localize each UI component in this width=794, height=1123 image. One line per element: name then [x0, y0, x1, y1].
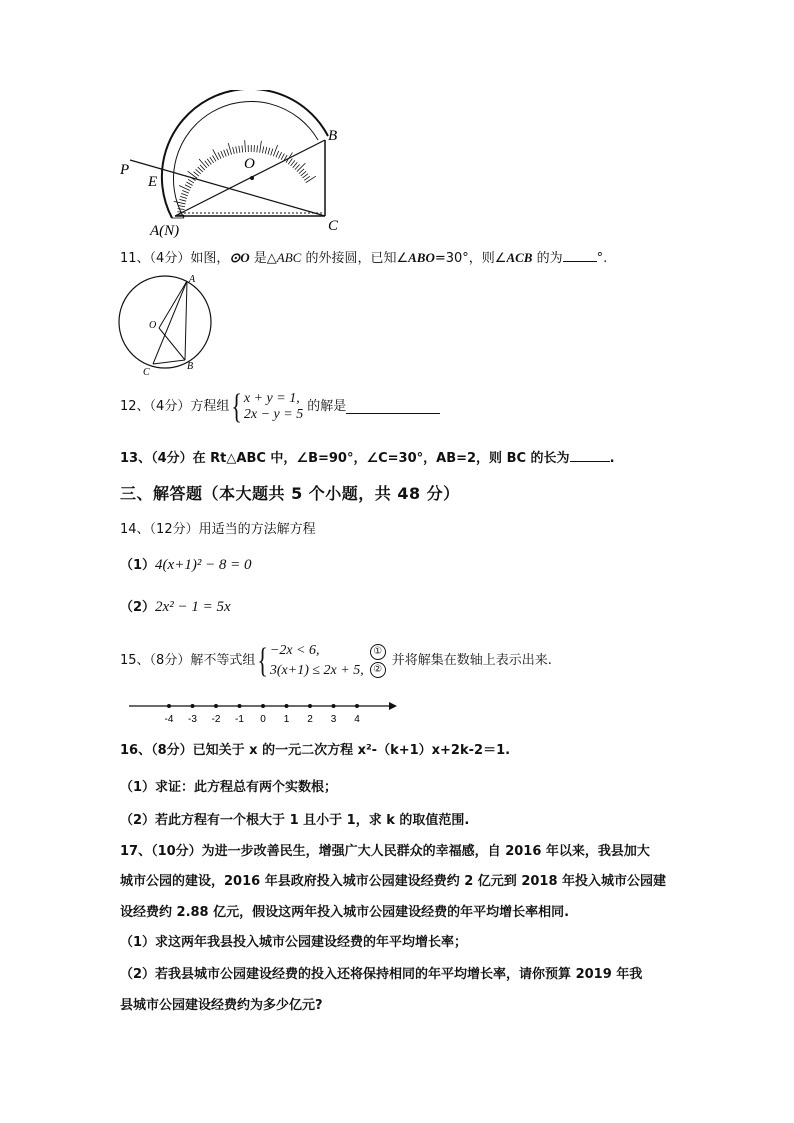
label-b: B [328, 128, 338, 144]
label-a: A [189, 274, 196, 285]
protractor-tick [239, 146, 240, 153]
protractor-tick [205, 161, 209, 166]
answer-blank [346, 400, 440, 414]
protractor-tick [186, 182, 192, 185]
label-o: O [244, 156, 255, 172]
protractor-tick [257, 145, 258, 152]
protractor-tick [295, 164, 300, 169]
question-15: 15、（8分）解不等式组{ −2x < 6, 3(x+1) ≤ 2x + 5, ① ② 并将解集在数轴上表示出来. [120, 640, 552, 681]
protractor-tick [227, 149, 229, 156]
label-b: B [187, 361, 194, 372]
protractor-tick [276, 151, 279, 157]
arrow-right-icon [389, 702, 397, 710]
number-line-label: 1 [283, 714, 290, 725]
question-14: 14、（12分）用适当的方法解方程 [120, 522, 316, 537]
protractor-tick [260, 141, 262, 153]
number-line-point [285, 704, 289, 708]
inequality-system: −2x < 6, 3(x+1) ≤ 2x + 5, [269, 643, 364, 678]
label-c: C [328, 218, 339, 234]
protractor-tick [299, 169, 304, 174]
protractor-tick [178, 206, 185, 207]
answer-blank [563, 248, 597, 262]
protractor-tick [174, 201, 186, 204]
number-line-point [191, 704, 195, 708]
question-13: 13、（4分）在 Rt△ABC 中，∠B=90°，∠C=30°，AB=2，则 BC 的长为 . [120, 448, 615, 468]
number-line-point [214, 704, 218, 708]
protractor-tick [188, 179, 194, 183]
question-17-part-2a: （2）若我县城市公园建设经费的投入还将保持相同的年平均增长率，请你预算 2019 年我 [120, 967, 643, 982]
protractor-tick [302, 174, 308, 178]
label-c: C [143, 367, 150, 378]
question-14-part-1: （1）4(x+1)² − 8 = 0 [120, 557, 252, 573]
protractor-tick [178, 209, 185, 210]
number-line-label: 3 [330, 714, 337, 725]
segment-ac [153, 281, 187, 364]
number-line-label: -4 [164, 714, 174, 725]
protractor-tick [271, 149, 273, 156]
number-line-label: -1 [235, 714, 244, 725]
protractor-tick [306, 176, 316, 182]
circle-figure [115, 272, 225, 380]
protractor-tick [281, 154, 284, 160]
question-16-part-2: （2）若此方程有一个根大于 1 且小于 1，求 k 的取值范围. [120, 813, 470, 828]
protractor-tick [245, 140, 246, 152]
question-12: 12、（4分）方程组{ x + y = 1, 2x − y = 5 的解是 [120, 391, 440, 423]
protractor-tick [182, 190, 188, 193]
protractor-tick [194, 172, 199, 176]
protractor-tick [236, 146, 237, 153]
answer-blank [570, 448, 610, 462]
question-16: 16、（8分）已知关于 x 的一元二次方程 x²-（k+1）x+2k-2＝1. [120, 743, 511, 758]
section-heading: 三、解答题（本大题共 5 个小题，共 48 分） [120, 484, 460, 503]
protractor-tick [207, 159, 211, 165]
protractor-tick [224, 150, 227, 157]
protractor-figure [110, 90, 360, 240]
number-line-point [355, 704, 359, 708]
label-e: E [148, 174, 158, 190]
segment-ao [159, 281, 187, 328]
number-line-point [332, 704, 336, 708]
protractor-tick [198, 167, 203, 172]
protractor-tick [180, 196, 187, 198]
number-line-label: 2 [307, 714, 313, 725]
protractor-tick [297, 163, 306, 171]
number-line-point [308, 704, 312, 708]
protractor-tick [213, 149, 219, 160]
protractor-tick [196, 169, 201, 174]
number-line-label: 4 [354, 714, 360, 725]
number-line-point [261, 704, 265, 708]
protractor-tick [265, 147, 267, 154]
protractor-tick [200, 165, 205, 170]
protractor-tick [288, 159, 292, 165]
equation-system: x + y = 1, 2x − y = 5 [243, 391, 304, 422]
protractor-tick [179, 199, 186, 201]
protractor-tick [181, 193, 188, 195]
number-line-point [167, 704, 171, 708]
question-17-line-2: 城市公园的建设，2016 年县政府投入城市公园建设经费约 2 亿元到 2018 年投入城市公园建 [120, 874, 667, 889]
number-line-label: -3 [188, 714, 197, 725]
number-line [125, 698, 405, 728]
label-a: A(N) [150, 223, 180, 239]
protractor-tick [233, 147, 235, 154]
protractor-tick [218, 152, 221, 158]
protractor-tick [268, 148, 270, 155]
protractor-tick [242, 145, 243, 152]
segment-ab [185, 281, 187, 360]
question-14-part-2: （2）2x² − 1 = 5x [120, 599, 231, 615]
segment-cb [153, 360, 185, 364]
center-point-o [250, 176, 254, 180]
question-17-line-1: 17、（10分）为进一步改善民生，增强广大人民群众的幸福感，自 2016 年以来，我县加大 [120, 844, 650, 859]
protractor-tick [210, 157, 214, 163]
question-11: 11、（4分）如图，⊙O 是△ABC 的外接圆，已知∠ABO=30°，则∠ACB 的为 °. [120, 250, 608, 266]
circled-1: ① [370, 644, 386, 660]
question-17-line-3: 设经费约 2.88 亿元，假设这两年投入城市公园建设经费的年平均增长率相同. [120, 905, 570, 920]
protractor-tick [228, 143, 231, 155]
protractor-tick [293, 162, 298, 167]
protractor-tick [262, 146, 263, 153]
protractor-tick [301, 171, 306, 175]
protractor-tick [199, 159, 207, 168]
question-17-part-2b: 县城市公园建设经费约为多少亿元? [120, 998, 323, 1013]
label-p: P [120, 162, 130, 178]
label-o: O [149, 320, 157, 331]
protractor-tick [221, 151, 224, 157]
circled-2: ② [370, 662, 386, 678]
number-line-point [238, 704, 242, 708]
number-line-label: -2 [211, 714, 221, 725]
protractor-tick [304, 176, 310, 180]
protractor-tick [279, 152, 282, 158]
question-17-part-1: （1）求这两年我县投入城市公园建设经费的年平均增长率； [120, 935, 468, 950]
circumcircle [119, 276, 211, 368]
protractor-tick [291, 160, 295, 166]
question-16-part-1: （1）求证：此方程总有两个实数根； [120, 780, 338, 795]
protractor-tick [212, 155, 216, 161]
protractor-tick [185, 185, 191, 188]
number-line-label: 0 [260, 714, 266, 725]
segment-ob [159, 328, 185, 360]
